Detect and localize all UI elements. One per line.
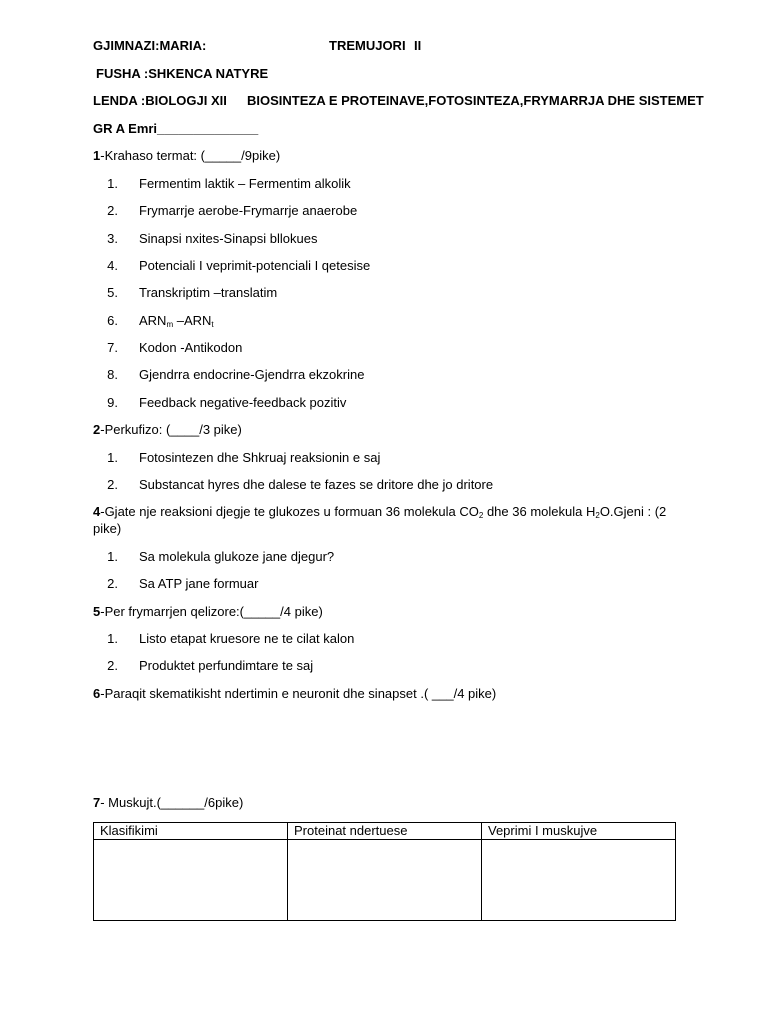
question-number: 6 bbox=[93, 686, 101, 701]
subject-label: LENDA :BIOLOGJI XII bbox=[93, 93, 227, 108]
question-2 bbox=[93, 422, 242, 438]
question-text: -Perkufizo: (____/3 pike) bbox=[100, 422, 242, 437]
question-number: 7 bbox=[93, 795, 101, 810]
group-name-line: GR A Emri______________ bbox=[93, 121, 259, 136]
question-5 bbox=[93, 604, 323, 620]
question-text: -Per frymarrjen qelizore:(_____/4 pike) bbox=[100, 604, 323, 619]
question-1 bbox=[93, 148, 280, 164]
document-page: GJIMNAZI:MARIA: TREMUJORI II FUSHA :SHKENCA NATYRE LENDA :BIOLOGJI XII BIOSINTEZA E PROTEINAVE,FOTOSINTEZA,FRYMARRJA DHE SISTEMET GR A Emri______________ 1-Krahaso termat: (_____/9pike) 1. Fermentim laktik – Fermentim alkolik 2. Frymarrje aerobe-Frymarrje anaerobe 3. Sinapsi nxites-Sinapsi bllokues 4. Potenciali I veprimit-potenciali I qetesise 5. Transkriptim –translatim 6. $ARN_m$ $-ARN_t$ 7. Kodon -Antikodon 8. Gjendrra endocrine-Gjendrra ekzokrine 9. Feedback negative-feedback pozitiv 2-Perkufizo: (____/3 pike) 1. Fotosintezen dhe Shkruaj reaksionin e saj 2. Substancat hyres dhe dalese te fazes se dritore dhe jo dritore 4-Gjate nje reaksioni djegje te glukozes u formuan 36 molekula $CO_2$ dhe 36 molekula $H_2O.Gjeni$ : (2 pike) 1. Sa molekula glukoze jane djegur? 2. Sa ATP jane formuar 5-Per frymarrjen qelizore:(_____/4 pike) 1. Listo etapat kruesore ne te cilat kalon 2. Produktet perfundimtare te saj 6-Paraqit skematikisht ndertimin e neuronit dhe sinapset .( ___/4 pike) 7- Muskujt.(______/6pike) Klasifikimi Proteinat ndertuese Veprimi I muskujve bbox=[0, 0, 768, 1024]
column-header: Proteinat ndertuese bbox=[288, 823, 482, 840]
table-header-row bbox=[94, 823, 676, 840]
question-number: 1 bbox=[93, 148, 101, 163]
answer-cell[interactable] bbox=[482, 840, 676, 921]
question-4-continuation: pike) bbox=[93, 521, 122, 536]
question-number: 2 bbox=[93, 422, 101, 437]
answer-cell[interactable] bbox=[288, 840, 482, 921]
term-label: TREMUJORI bbox=[329, 38, 406, 53]
question-7 bbox=[93, 795, 243, 811]
muscles-table bbox=[93, 822, 676, 921]
table-row bbox=[94, 840, 676, 921]
column-header: Klasifikimi bbox=[94, 823, 288, 840]
question-4: 4-Gjate nje reaksioni djegje te glukozes u formuan 36 molekula $CO_2$ dhe 36 molekula $H_2O.Gjeni$ : (2 bbox=[93, 504, 667, 520]
question-text: -Krahaso termat: (_____/9pike) bbox=[100, 148, 281, 163]
question-text: - Muskujt.(______/6pike) bbox=[100, 795, 244, 810]
question-text: -Paraqit skematikisht ndertimin e neuronit dhe sinapset .( ___/4 pike) bbox=[100, 686, 497, 701]
question-number: 5 bbox=[93, 604, 101, 619]
question-6 bbox=[93, 686, 496, 702]
column-header: Veprimi I muskujve bbox=[482, 823, 676, 840]
term-value: II bbox=[414, 38, 422, 53]
topic-title: BIOSINTEZA E PROTEINAVE,FOTOSINTEZA,FRYMARRJA DHE SISTEMET bbox=[247, 93, 704, 108]
field-label: FUSHA :SHKENCA NATYRE bbox=[96, 66, 269, 81]
school-label: GJIMNAZI:MARIA: bbox=[93, 38, 207, 53]
question-number: 4 bbox=[93, 504, 101, 519]
answer-cell[interactable] bbox=[94, 840, 288, 921]
